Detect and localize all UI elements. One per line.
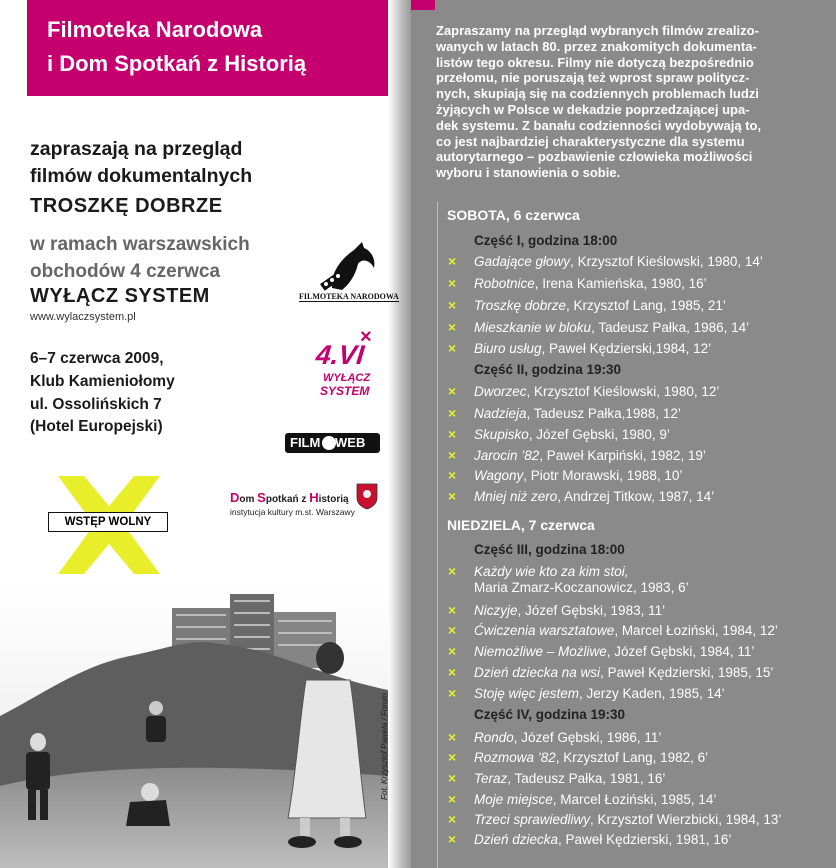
- day-sunday: NIEDZIELA, 7 czerwca: [447, 517, 595, 533]
- film-title: Rozmowa ’82: [474, 750, 556, 765]
- intro-line: wanych w latach 80. przez znakomitych dokumenta-: [436, 38, 757, 54]
- bullet-x-icon: ×: [448, 405, 457, 421]
- film-item: [448, 405, 681, 421]
- film-details: , Józef Gębski, 1983, 11’: [517, 603, 666, 618]
- film-item-continued: [448, 580, 689, 595]
- film-title: Troszkę dobrze: [474, 298, 567, 313]
- free-entry-label: WSTĘP WOLNY: [48, 512, 168, 532]
- dsh-subtitle: instytucja kultury m.st. Warszawy: [230, 507, 355, 517]
- film-details: , Tadeusz Pałka, 1981, 16’: [507, 771, 666, 786]
- film-details: , Andrzej Titkow, 1987, 14’: [557, 489, 715, 504]
- film-item: [448, 253, 763, 269]
- film-details: , Józef Gębski, 1980, 9’: [528, 427, 670, 442]
- organizers-header: [27, 0, 388, 96]
- bullet-x-icon: ×: [448, 643, 457, 659]
- film-details: , Paweł Kędzierski, 1985, 15’: [600, 665, 774, 680]
- film-item: [448, 426, 670, 442]
- film-title: Skupisko: [474, 427, 529, 442]
- campaign-url[interactable]: www.wylaczsystem.pl: [30, 311, 136, 323]
- four-june-sub-2: SYSTEM: [320, 384, 370, 398]
- bullet-x-icon: ×: [448, 791, 457, 807]
- film-details: Maria Zmarz-Koczanowicz, 1983, 6’: [474, 580, 689, 595]
- bullet-x-icon: ×: [448, 831, 457, 847]
- event-dates: 6–7 czerwca 2009,: [30, 350, 164, 367]
- filmoteka-label: FILMOTEKA NARODOWA: [299, 292, 399, 301]
- bullet-x-icon: ×: [448, 383, 457, 399]
- film-title: Biuro usług: [474, 341, 542, 356]
- dsh-letter-d: D: [230, 490, 240, 505]
- film-title: Wagony: [474, 468, 524, 483]
- film-item: [448, 297, 726, 313]
- bullet-x-icon: ×: [448, 664, 457, 680]
- intro-line: przełomu, nie poruszają też wprost spraw politycz-: [436, 70, 750, 86]
- film-item: [448, 749, 708, 765]
- film-item: [448, 467, 682, 483]
- event-venue: Klub Kamieniołomy: [30, 373, 175, 390]
- bullet-x-icon: ×: [448, 770, 457, 786]
- film-item: [448, 729, 661, 745]
- four-june-logo: 4.VI: [314, 340, 366, 370]
- film-title: Ćwiczenia warsztatowe: [474, 623, 615, 638]
- day-saturday: SOBOTA, 6 czerwca: [447, 207, 580, 223]
- film-title: Moje miejsce: [474, 792, 553, 807]
- film-details: , Marcel Łoziński, 1985, 14’: [552, 792, 717, 807]
- bullet-x-icon: ×: [448, 811, 457, 827]
- film-title: Robotnice: [474, 276, 535, 291]
- film-title: Trzeci sprawiedliwy: [474, 812, 591, 827]
- film-details: , Jerzy Kaden, 1985, 14’: [579, 686, 725, 701]
- filmweb-logo-a: FILM: [290, 435, 321, 450]
- film-title: Niemożliwe – Możliwe: [474, 644, 607, 659]
- film-details: , Krzysztof Lang, 1982, 6’: [555, 750, 709, 765]
- part-4-heading: Część IV, godzina 19:30: [474, 707, 626, 722]
- film-details: , Józef Gębski, 1986, 11’: [513, 730, 662, 745]
- bullet-x-icon: ×: [448, 275, 457, 291]
- film-title: Gadające głowy: [474, 254, 571, 269]
- film-item: [448, 770, 665, 786]
- intro-paragraph: [436, 23, 812, 181]
- bullet-x-icon: ×: [448, 426, 457, 442]
- intro-line: listów tego okresu. Filmy nie dotyczą bezpośrednio: [436, 54, 754, 70]
- film-item: [448, 319, 749, 335]
- four-june-sub-1: WYŁĄCZ: [323, 372, 371, 384]
- bullet-x-icon: ×: [448, 563, 457, 579]
- intro-line: autorytarnego – pozbawienie człowieka możliwości: [436, 149, 753, 165]
- film-title: Nadzieja: [474, 406, 527, 421]
- magenta-accent: [411, 0, 435, 10]
- filmweb-logo: [285, 433, 380, 453]
- film-title: Niczyje: [474, 603, 518, 618]
- bullet-x-icon: ×: [448, 622, 457, 638]
- film-details: , Tadeusz Pałka,1988, 12’: [526, 406, 681, 421]
- bullet-x-icon: ×: [448, 602, 457, 618]
- dsh-text-3: istorią: [318, 494, 349, 505]
- bullet-x-icon: ×: [448, 467, 457, 483]
- dsh-text-2: potkań z: [265, 494, 310, 505]
- invite-line-2: filmów dokumentalnych: [30, 165, 253, 187]
- festival-title: TROSZKĘ DOBRZE: [30, 195, 223, 217]
- film-title: Jarocin ’82: [474, 448, 540, 463]
- film-details: , Krzysztof Kieślowski, 1980, 12’: [526, 384, 720, 399]
- film-item: [448, 622, 778, 638]
- bullet-x-icon: ×: [448, 340, 457, 356]
- bullet-x-icon: ×: [448, 319, 457, 335]
- four-june-x-icon: ×: [360, 326, 372, 348]
- schedule-divider: [437, 202, 438, 868]
- film-reel-icon: [322, 436, 336, 450]
- film-item: [448, 340, 711, 356]
- left-panel: [0, 0, 411, 868]
- dsh-logo: [230, 490, 349, 505]
- bullet-x-icon: ×: [448, 749, 457, 765]
- dsh-letter-h: H: [309, 490, 319, 505]
- bullet-x-icon: ×: [448, 253, 457, 269]
- film-details: , Piotr Morawski, 1988, 10’: [523, 468, 683, 483]
- part-1-heading: Część I, godzina 18:00: [474, 233, 618, 248]
- film-item: [448, 275, 707, 291]
- intro-line: nych, skupiają się na codziennych problemach ludzi: [436, 86, 759, 102]
- film-item: [448, 791, 716, 807]
- film-item: [448, 811, 781, 827]
- film-details: , Józef Gębski, 1984, 11’: [606, 644, 755, 659]
- intro-line: co jest najbardziej charakterystyczne dla systemu: [436, 133, 745, 149]
- film-details: , Marcel Łoziński, 1984, 12’: [614, 623, 778, 638]
- film-title: Rondo: [474, 730, 514, 745]
- dsh-text-1: om: [239, 494, 258, 505]
- film-details: , Krzysztof Lang, 1985, 21’: [566, 298, 726, 313]
- event-address: ul. Ossolińskich 7: [30, 396, 162, 413]
- warsaw-crest-icon: [356, 482, 378, 510]
- bullet-x-icon: ×: [448, 297, 457, 313]
- film-item: [448, 685, 725, 701]
- part-3-heading: Część III, godzina 18:00: [474, 542, 625, 557]
- film-details: , Tadeusz Pałka, 1986, 14’: [591, 320, 750, 335]
- film-title: Dworzec: [474, 384, 527, 399]
- frame-line-1: w ramach warszawskich: [30, 234, 250, 255]
- film-title: Każdy wie kto za kim stoi,: [474, 564, 629, 579]
- intro-line: żyjących w Polsce w dekadzie poprzedzającej upa-: [436, 101, 750, 117]
- event-hotel: (Hotel Europejski): [30, 418, 163, 435]
- bullet-x-icon: ×: [448, 447, 457, 463]
- film-details: , Paweł Kędzierski,1984, 12’: [541, 341, 712, 356]
- film-details: , Paweł Karpiński, 1982, 19’: [539, 448, 706, 463]
- film-item: [448, 563, 629, 579]
- film-title: Dzień dziecka: [474, 832, 559, 847]
- bullet-x-icon: ×: [448, 729, 457, 745]
- film-item: [448, 664, 773, 680]
- invite-line-1: zapraszają na przegląd: [30, 138, 243, 160]
- intro-line: Zapraszamy na przegląd wybranych filmów zrealizo-: [436, 23, 759, 38]
- bullet-x-icon: ×: [448, 685, 457, 701]
- frame-line-2: obchodów 4 czerwca: [30, 261, 221, 282]
- film-title: Teraz: [474, 771, 508, 786]
- documentary-photo: [0, 586, 388, 868]
- bullet-x-icon: ×: [448, 488, 457, 504]
- film-item: [448, 602, 665, 618]
- film-item: [448, 488, 714, 504]
- film-item: [448, 447, 706, 463]
- photo-credit: Fot. Krzysztof Pawela / Forum: [380, 692, 389, 800]
- film-details: , Irena Kamieńska, 1980, 16’: [534, 276, 707, 291]
- panel-shadow: [388, 0, 411, 868]
- film-item: [448, 831, 731, 847]
- film-item: [448, 383, 719, 399]
- film-title: Mieszkanie w bloku: [474, 320, 592, 335]
- film-details: , Paweł Kędzierski, 1981, 16’: [558, 832, 732, 847]
- film-details: , Krzysztof Wierzbicki, 1984, 13’: [590, 812, 782, 827]
- film-item: [448, 643, 754, 659]
- film-details: , Krzysztof Kieślowski, 1980, 14’: [570, 254, 763, 269]
- dsh-letter-s: S: [257, 490, 266, 505]
- organizer-line-1: Filmoteka Narodowa: [47, 17, 263, 42]
- filmweb-logo-b: WEB: [335, 435, 366, 450]
- campaign-name: WYŁĄCZ SYSTEM: [30, 285, 210, 307]
- organizer-line-2: i Dom Spotkań z Historią: [47, 51, 307, 76]
- part-2-heading: Część II, godzina 19:30: [474, 362, 622, 377]
- film-title: Mniej niż zero: [474, 489, 558, 504]
- intro-line: wyboru i stanowienia o sobie.: [436, 165, 621, 181]
- intro-line: dek systemu. Z banału codzienności wydobywają to,: [436, 117, 762, 133]
- film-title: Dzień dziecka na wsi: [474, 665, 601, 680]
- film-title: Stoję więc jestem: [474, 686, 580, 701]
